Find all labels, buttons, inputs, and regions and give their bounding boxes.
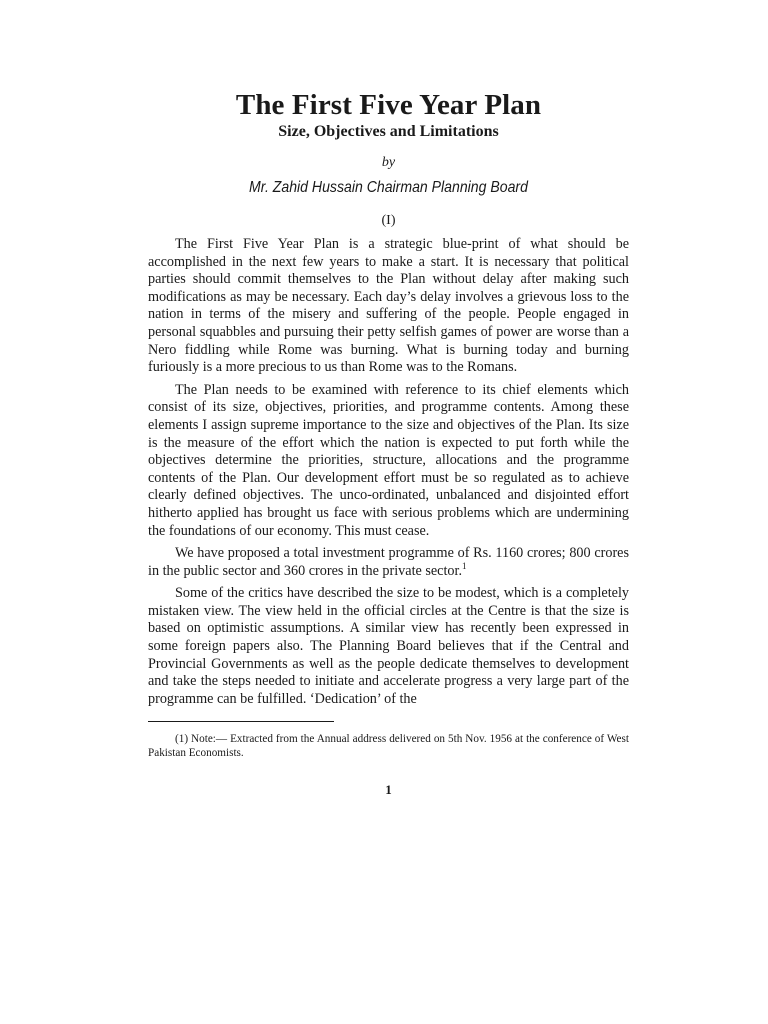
paragraph-2: The Plan needs to be examined with reference to its chief elements which consist of its size, objectives, priorities, and programme contents. Among these elements I assign supreme importance to the size and objectives of the Plan. Its size is the measure of the effort which the nation is expected to put forth while the objectives determine the priorities, structure, allocations and the programme contents of the Plan. Our development effort must be so regulated as to achieve clearly defined objectives. The unco-ordinated, unbalanced and disjointed effort hitherto applied has brought us face with serious problems which are undermining the foundations of our economy. This must cease. bbox=[148, 381, 629, 539]
document-subtitle: Size, Objectives and Limitations bbox=[278, 123, 499, 140]
footnote: (1) Note:— Extracted from the Annual address delivered on 5th Nov. 1956 at the conference of West Pakistan Economists. bbox=[148, 733, 629, 760]
footnote-marker: 1 bbox=[462, 560, 467, 571]
paragraph-3-text: We have proposed a total investment programme of Rs. 1160 crores; 800 crores in the public sector and 360 crores in the private sector. bbox=[148, 545, 629, 579]
document-page bbox=[148, 88, 629, 798]
paragraph-4: Some of the critics have described the size to be modest, which is a completely mistaken view. The view held in the official circles at the Centre is that the size is based on optimistic assumptions. A similar view has recently been expressed in some foreign papers also. The Planning Board believes that if the Central and Provincial Governments as well as the people dedicate themselves to development and take the steps needed to initiate and accelerate progress a very large part of the programme can be fulfilled. ‘Dedication’ of the bbox=[148, 585, 629, 707]
section-number: (I) bbox=[381, 213, 396, 228]
author-line: Mr. Zahid Hussain Chairman Planning Board bbox=[249, 179, 528, 196]
paragraph-3 bbox=[148, 545, 629, 580]
page-number: 1 bbox=[385, 782, 392, 798]
footnote-divider bbox=[148, 721, 334, 722]
byline-by: by bbox=[381, 155, 396, 170]
paragraph-1: The First Five Year Plan is a strategic blue-print of what should be accomplished in the next few years to make a start. It is necessary that political parties should commit themselves to the Plan without delay after making such modifications as may be necessary. Each day’s delay involves a grievous loss to the nation in terms of the misery and suffering of the people. People engaged in personal squabbles and pursuing their petty selfish games of power are worse than a Nero fiddling while Rome was burning. What is burning today and burning furiously is a more precious to us than Rome was to the Romans. bbox=[148, 236, 629, 376]
document-title: The First Five Year Plan bbox=[235, 89, 542, 121]
